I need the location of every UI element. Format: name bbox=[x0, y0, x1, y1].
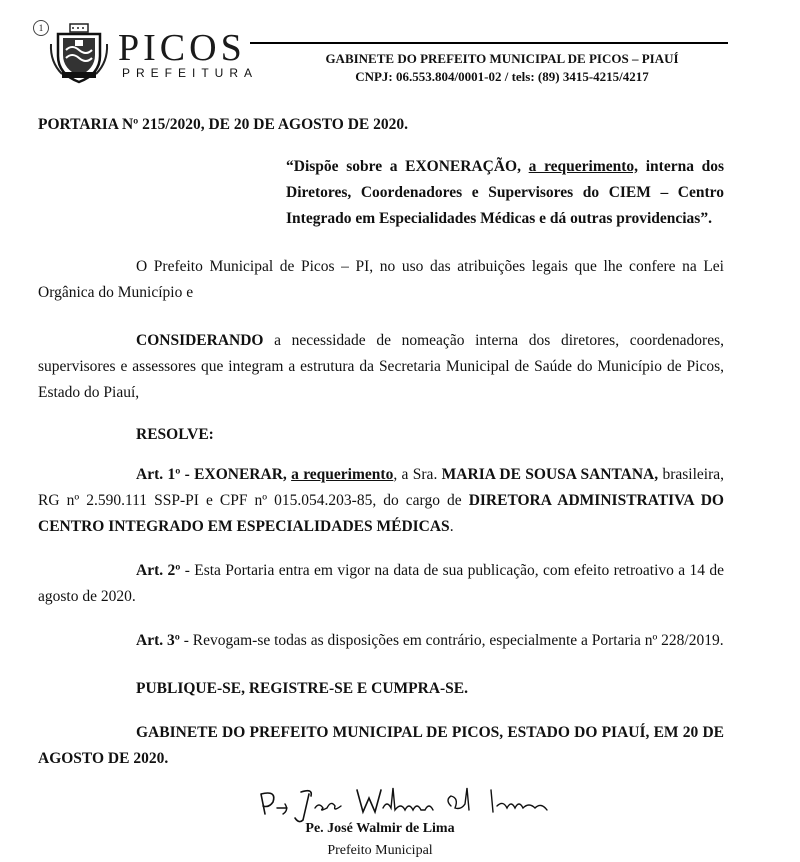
article-3 bbox=[38, 628, 724, 654]
logo-subtitle: PREFEITURA bbox=[122, 66, 259, 80]
article-1-cargo: DIRETORA ADMINISTRATIVA DO CENTRO INTEGRADO EM ESPECIALIDADES MÉDICAS bbox=[38, 492, 724, 535]
header-contact: CNPJ: 06.553.804/0001-02 / tels: (89) 3415-4215/4217 bbox=[355, 69, 649, 84]
article-1-text: , a Sra. bbox=[393, 466, 442, 483]
header-office: GABINETE DO PREFEITO MUNICIPAL DE PICOS – PIAUÍ bbox=[325, 51, 679, 66]
article-1-name: MARIA DE SOUSA SANTANA, bbox=[441, 466, 659, 483]
ementa-text: “Dispõe sobre a EXONERAÇÃO, bbox=[286, 158, 529, 175]
signer-role: Prefeito Municipal bbox=[327, 843, 433, 858]
resolve-heading: RESOLVE: bbox=[136, 426, 214, 443]
closing-paragraph: GABINETE DO PREFEITO MUNICIPAL DE PICOS, ESTADO DO PIAUÍ, EM 20 DE AGOSTO DE 2020. bbox=[38, 724, 724, 767]
intro-paragraph: O Prefeito Municipal de Picos – PI, no uso das atribuições legais que lhe confere na Lei Orgânica do Município e bbox=[38, 258, 724, 301]
article-3-text: - Revogam-se todas as disposições em contrário, especialmente a Portaria nº 228/2019. bbox=[179, 632, 724, 649]
ementa-text-rest: interna dos Diretores, Coordenadores e Supervisores do CIEM – Centro Integrado em Especialidades Médicas e dá outras providencias”. bbox=[286, 158, 725, 227]
article-1 bbox=[38, 462, 724, 540]
considerando-text: a necessidade de nomeação interna dos diretores, coordenadores, supervisores e assessores que integram a estrutura da Secretaria Municipal de Saúde do Município de Picos, Estado do Piauí, bbox=[38, 332, 724, 401]
municipal-crest-icon bbox=[48, 22, 110, 84]
considerando-paragraph bbox=[38, 328, 724, 406]
page-number-badge: 1 bbox=[33, 20, 49, 36]
ementa-underlined: a requerimento, bbox=[528, 158, 639, 175]
ementa bbox=[286, 154, 724, 232]
header-divider bbox=[250, 42, 728, 44]
signer-name: Pe. José Walmir de Lima bbox=[305, 821, 455, 836]
publique-line: PUBLIQUE-SE, REGISTRE-SE E CUMPRA-SE. bbox=[136, 680, 469, 697]
signer-block bbox=[290, 818, 470, 862]
article-3-label: Art. 3º bbox=[136, 632, 180, 649]
article-2 bbox=[38, 558, 724, 610]
considerando-label: CONSIDERANDO bbox=[136, 332, 264, 349]
article-1-end: . bbox=[449, 518, 454, 535]
article-1-label: Art. 1º - EXONERAR, bbox=[136, 466, 292, 483]
article-1-text-2: brasileira, RG nº 2.590.111 SSP-PI e CPF nº 015.054.203-85, do cargo de bbox=[38, 466, 725, 509]
article-2-label: Art. 2º bbox=[136, 562, 181, 579]
article-2-text: - Esta Portaria entra em vigor na data de sua publicação, com efeito retroativo a 14 de agosto de 2020. bbox=[38, 562, 724, 605]
logo-title: PICOS bbox=[118, 27, 246, 69]
document-title: PORTARIA Nº 215/2020, DE 20 DE AGOSTO DE 2020. bbox=[38, 116, 409, 133]
header-office-block bbox=[282, 50, 722, 86]
document-body bbox=[38, 108, 724, 772]
article-1-underlined: a requerimento bbox=[291, 466, 394, 483]
